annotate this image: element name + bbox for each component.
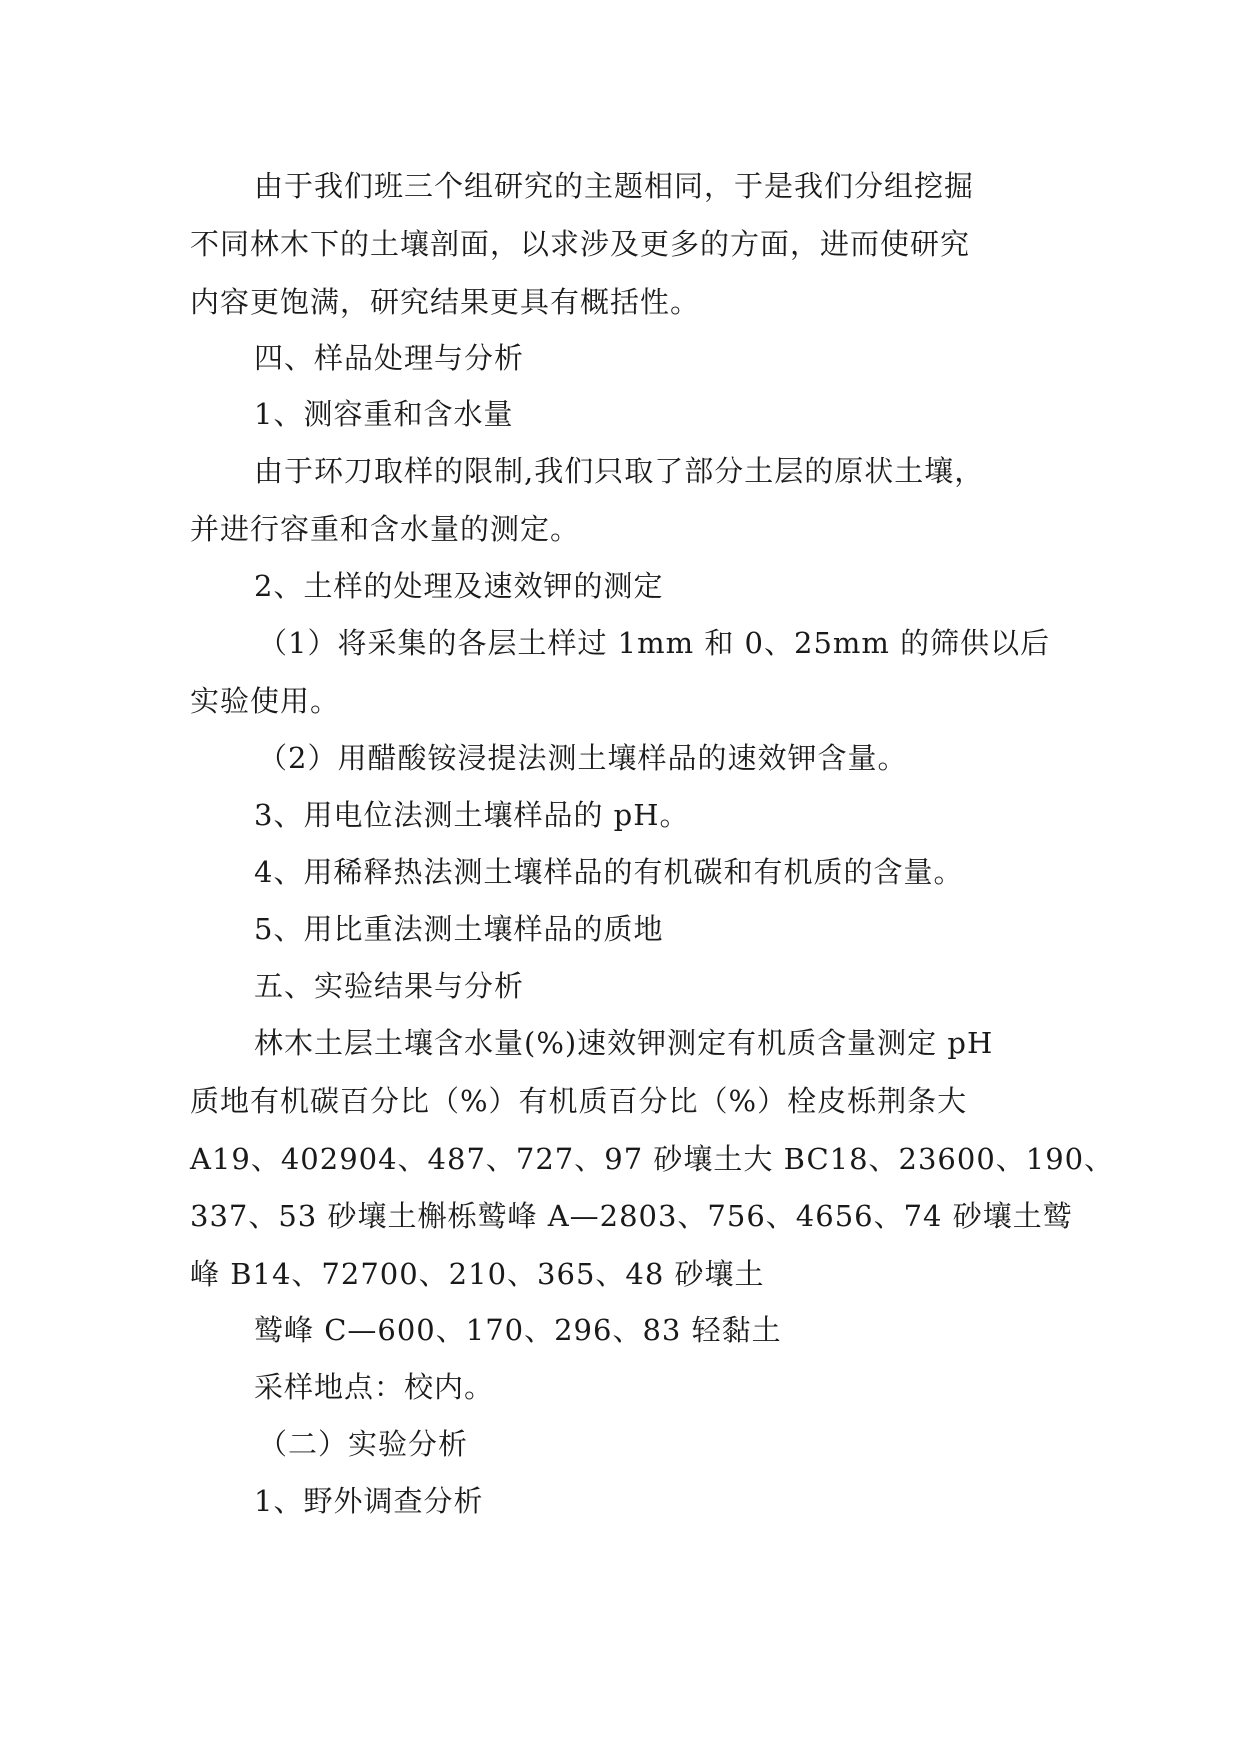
paragraph-line: 由于环刀取样的限制,我们只取了部分土层的原状土壤，: [254, 454, 985, 488]
paragraph-line: 采样地点：校内。: [254, 1370, 495, 1404]
paragraph-line: A19、402904、487、727、97 砂壤土大 BC18、23600、190、: [190, 1142, 1115, 1176]
paragraph-line: 林木土层土壤含水量(%)速效钾测定有机质含量测定 pH: [254, 1026, 994, 1060]
section-heading: （二）实验分析: [258, 1427, 469, 1461]
subsection-heading: 2、土样的处理及速效钾的测定: [254, 569, 664, 603]
paragraph-line: （1）将采集的各层土样过 1mm 和 0、25mm 的筛供以后: [258, 626, 1051, 660]
paragraph-line: （2）用醋酸铵浸提法测土壤样品的速效钾含量。: [258, 741, 908, 775]
paragraph-line: 由于我们班三个组研究的主题相同，于是我们分组挖掘: [254, 169, 975, 203]
paragraph-line: 5、用比重法测土壤样品的质地: [254, 912, 664, 946]
paragraph-line: 并进行容重和含水量的测定。: [190, 512, 581, 546]
paragraph-line: 内容更饱满，研究结果更具有概括性。: [190, 285, 701, 319]
subsection-heading: 1、野外调查分析: [254, 1484, 484, 1518]
subsection-heading: 1、测容重和含水量: [254, 397, 514, 431]
section-heading: 四、样品处理与分析: [254, 341, 525, 375]
paragraph-line: 3、用电位法测土壤样品的 pH。: [254, 798, 690, 832]
paragraph-line: 不同林木下的土壤剖面，以求涉及更多的方面，进而使研究: [190, 227, 971, 261]
section-heading: 五、实验结果与分析: [254, 969, 525, 1003]
paragraph-line: 实验使用。: [190, 684, 341, 718]
paragraph-line: 峰 B14、72700、210、365、48 砂壤土: [190, 1257, 765, 1291]
paragraph-line: 质地有机碳百分比（%）有机质百分比（%）栓皮栎荆条大: [190, 1084, 968, 1118]
paragraph-line: 鹫峰 C—600、170、296、83 轻黏土: [254, 1313, 782, 1347]
paragraph-line: 337、53 砂壤土槲栎鹫峰 A—2803、756、4656、74 砂壤土鹫: [190, 1199, 1073, 1233]
paragraph-line: 4、用稀释热法测土壤样品的有机碳和有机质的含量。: [254, 855, 964, 889]
